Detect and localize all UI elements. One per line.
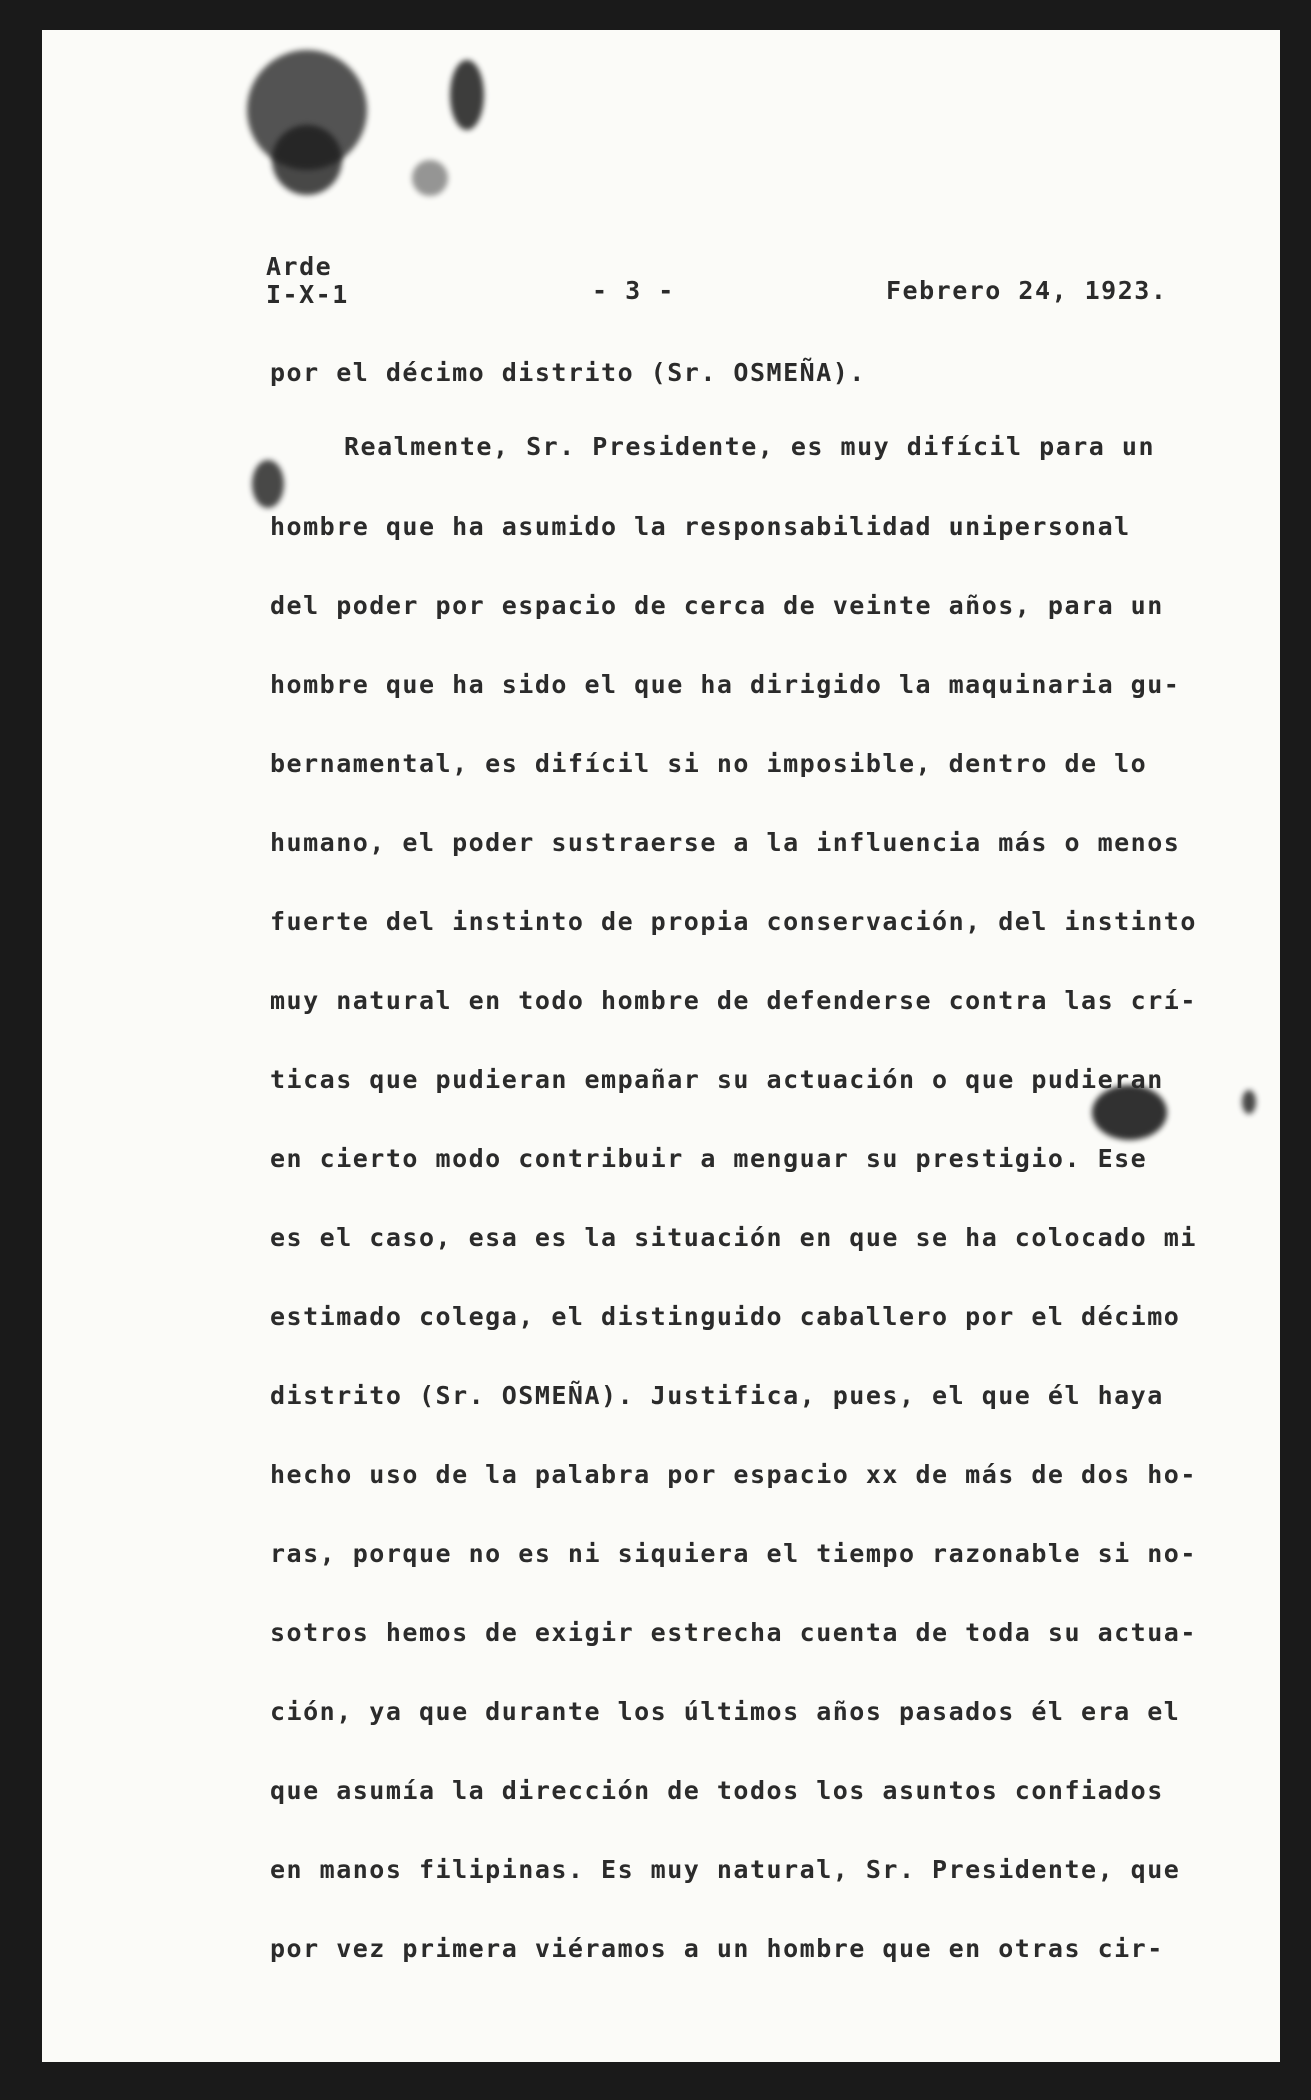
text-line: por vez primera viéramos a un hombre que en otras cir- <box>270 1934 1164 1963</box>
ink-blot <box>450 60 484 130</box>
text-line: es el caso, esa es la situación en que se ha colocado mi <box>270 1223 1197 1252</box>
document-code-line1: Arde <box>266 252 333 281</box>
ink-blot <box>1242 1090 1256 1114</box>
text-line: hombre que ha sido el que ha dirigido la maquinaria gu- <box>270 670 1181 699</box>
text-line: del poder por espacio de cerca de veinte años, para un <box>270 591 1164 620</box>
text-line: por el décimo distrito (Sr. OSMEÑA). <box>270 358 866 387</box>
text-line: ticas que pudieran empañar su actuación o que pudieran <box>270 1065 1164 1094</box>
text-line: sotros hemos de exigir estrecha cuenta de toda su actua- <box>270 1618 1197 1647</box>
text-line: hecho uso de la palabra por espacio xx de más de dos ho- <box>270 1460 1197 1489</box>
document-code-line2: I-X-1 <box>266 280 349 309</box>
text-line: muy natural en todo hombre de defenderse contra las crí- <box>270 986 1197 1015</box>
text-line: Realmente, Sr. Presidente, es muy difícil para un <box>344 432 1156 461</box>
text-line: estimado colega, el distinguido caballero por el décimo <box>270 1302 1181 1331</box>
text-line: distrito (Sr. OSMEÑA). Justifica, pues, el que él haya <box>270 1381 1164 1410</box>
ink-blot <box>412 160 448 196</box>
document-page <box>42 30 1280 2062</box>
text-line: ras, porque no es ni siquiera el tiempo razonable si no- <box>270 1539 1197 1568</box>
ink-blot <box>272 125 342 195</box>
ink-blot <box>252 460 284 508</box>
document-date: Febrero 24, 1923. <box>886 276 1168 305</box>
page-number: - 3 - <box>592 276 675 305</box>
text-line: bernamental, es difícil si no imposible, dentro de lo <box>270 749 1148 778</box>
text-line: en cierto modo contribuir a menguar su prestigio. Ese <box>270 1144 1148 1173</box>
text-line: hombre que ha asumido la responsabilidad unipersonal <box>270 512 1131 541</box>
text-line: fuerte del instinto de propia conservación, del instinto <box>270 907 1197 936</box>
text-line: en manos filipinas. Es muy natural, Sr. Presidente, que <box>270 1855 1181 1884</box>
text-line: humano, el poder sustraerse a la influencia más o menos <box>270 828 1181 857</box>
text-line: que asumía la dirección de todos los asuntos confiados <box>270 1776 1164 1805</box>
text-line: ción, ya que durante los últimos años pasados él era el <box>270 1697 1181 1726</box>
